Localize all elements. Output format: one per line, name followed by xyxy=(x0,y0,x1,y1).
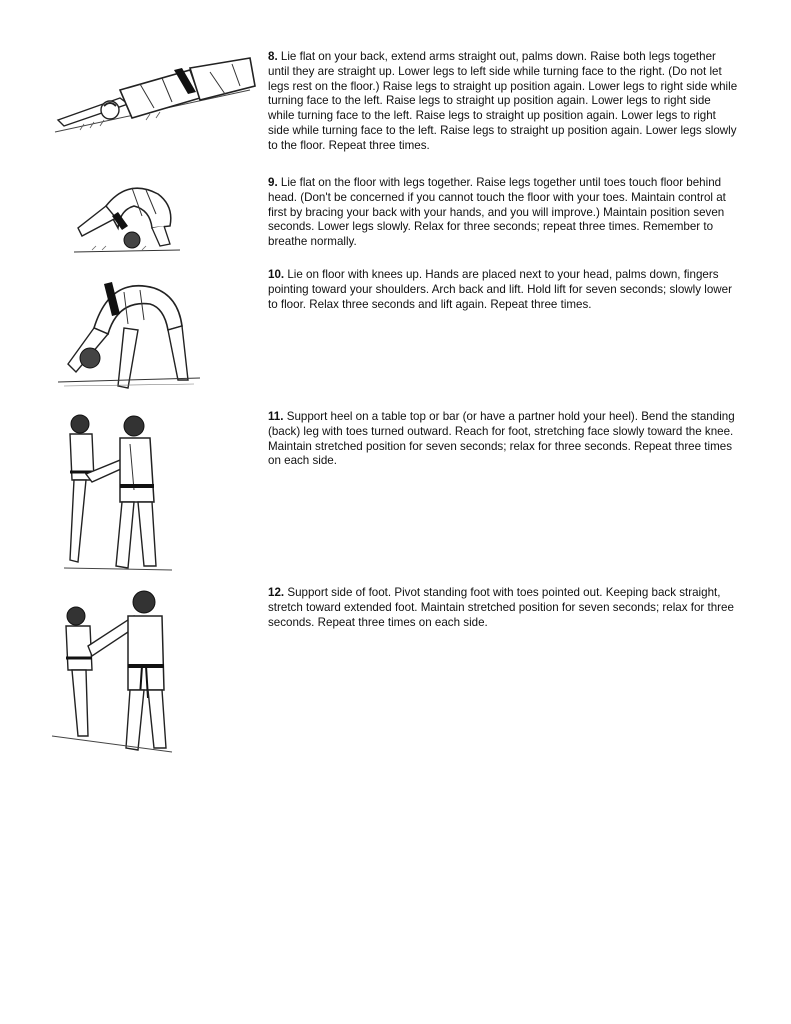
exercise-text xyxy=(268,586,738,630)
plow-pose-illustration xyxy=(72,176,182,262)
exercise-description: Support side of foot. Pivot standing foot with toes pointed out. Keeping back straight, stretch toward extended foot. Maintain stretched position for seven seconds; relax for three seconds. Repeat three times on each side. xyxy=(268,586,734,629)
exercise-text xyxy=(268,50,738,154)
exercise-description: Support heel on a table top or bar (or have a partner hold your heel). Bend the standing (back) leg with toes turned outward. Reach for foot, stretching face slowly toward the knee. Maintain stretched position for seven seconds; relax for three seconds. Repeat three times on each side. xyxy=(268,410,735,468)
exercise-text xyxy=(268,268,738,312)
exercise-number: 11. xyxy=(268,410,284,423)
exercise-number: 12. xyxy=(268,586,285,599)
back-bridge-illustration xyxy=(54,268,204,400)
partner-heel-stretch-illustration xyxy=(64,410,174,576)
partner-side-kick-stretch-illustration xyxy=(50,586,175,756)
exercise-text xyxy=(268,176,738,250)
exercise-description: Lie flat on your back, extend arms straight out, palms down. Raise both legs together until they are straight up. Lower legs to left side while turning face to the right. (Do not let legs rest on the floor.) Raise legs to straight up position again. Lower legs to right side while turning face to the left. Raise legs to straight up position again. Lower legs to right side while turning face to the left. Raise legs to straight up position again. Lower legs to right side while turning face to the left. Raise legs to straight up position again. Lower legs slowly to the floor. Repeat three times. xyxy=(268,50,738,152)
exercise-number: 9. xyxy=(268,176,278,189)
exercise-description: Lie on floor with knees up. Hands are placed next to your head, palms down, fingers pointing toward your shoulders. Arch back and lift. Hold lift for seven seconds; slowly lower to floor. Relax three seconds and lift again. Repeat three times. xyxy=(268,268,732,311)
lying-leg-twist-illustration xyxy=(50,50,260,140)
exercise-number: 10. xyxy=(268,268,285,281)
exercise-description: Lie flat on the floor with legs together. Raise legs together until toes touch floor behind head. (Don't be concerned if you cannot touch the floor with your toes. Maintain control at first by bracing your back with your hands, and you will improve.) Maintain position seven seconds. Lower legs slowly. Relax for three seconds; repeat three times. Remember to breathe normally. xyxy=(268,176,726,249)
exercise-text xyxy=(268,410,738,469)
exercise-number: 8. xyxy=(268,50,278,63)
